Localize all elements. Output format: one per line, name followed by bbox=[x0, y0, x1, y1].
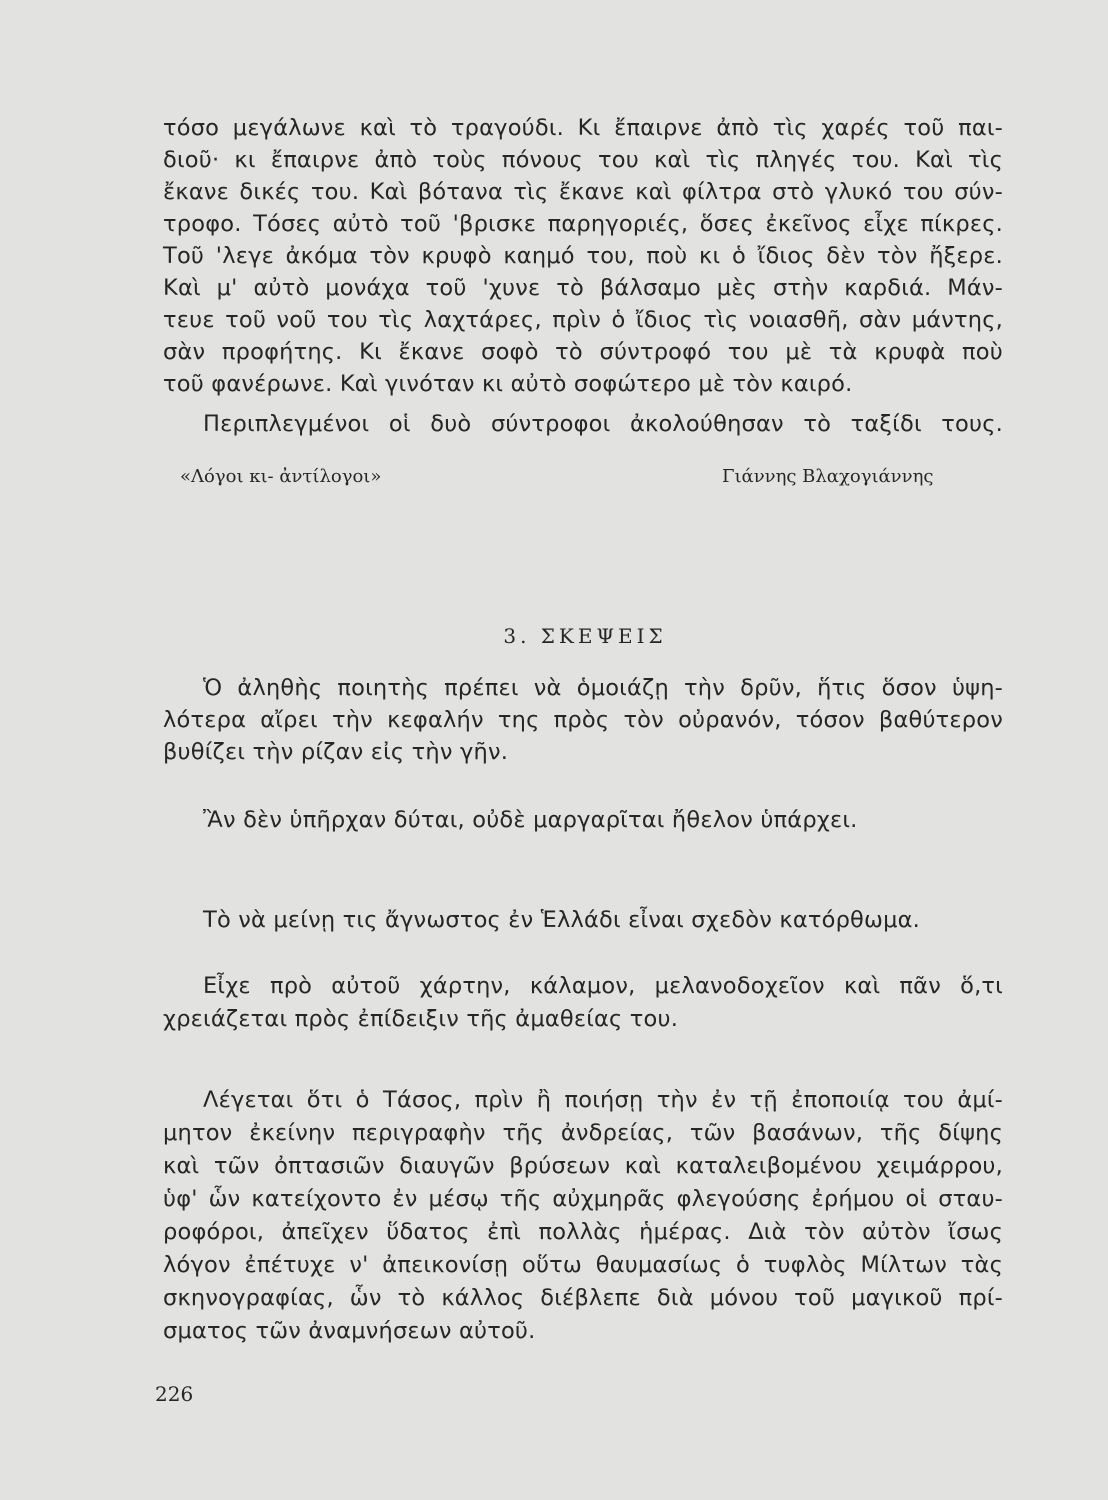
text-line: βυθίζει τὴν ρίζαν εἰς τὴν γῆν. bbox=[163, 739, 509, 765]
text-line: σκηνογραφίας, ὧν τὸ κάλλος διέβλεπε διὰ μόνου τοῦ μαγικοῦ πρί- bbox=[163, 1285, 1003, 1311]
closing-line: Περιπλεγμένοι οἱ δυὸ σύντροφοι ἀκολούθησαν τὸ ταξίδι τους. bbox=[203, 411, 1003, 437]
text-line: τροφο. Τόσες αὐτὸ τοῦ 'βρισκε παρηγοριές, ὅσες ἐκεῖνος εἶχε πίκρες. bbox=[163, 211, 1003, 237]
text-line: χρειάζεται πρὸς ἐπίδειξιν τῆς ἀμαθείας του. bbox=[163, 1006, 679, 1032]
text-line: ἔκανε δικές του. Καὶ βότανα τὶς ἔκανε καὶ φίλτρα στὸ γλυκό του σύν- bbox=[163, 179, 1003, 205]
text-line: τοῦ φανέρωνε. Καὶ γινόταν κι αὐτὸ σοφώτερο μὲ τὸν καιρό. bbox=[163, 371, 853, 397]
text-line: ροφόροι, ἀπεῖχεν ὕδατος ἐπὶ πολλὰς ἡμέρας. Διὰ τὸν αὐτὸν ἴσως bbox=[163, 1219, 1003, 1245]
text-line: λόγον ἐπέτυχε ν' ἀπεικονίσῃ οὕτω θαυμασίως ὁ τυφλὸς Μίλτων τὰς bbox=[163, 1252, 1003, 1278]
text-line: Ὁ ἀληθὴς ποιητὴς πρέπει νὰ ὁμοιάζῃ τὴν δρῦν, ἥτις ὅσον ὑψη- bbox=[203, 675, 1003, 701]
text-line: Εἶχε πρὸ αὐτοῦ χάρτην, κάλαμον, μελανοδοχεῖον καὶ πᾶν ὅ,τι bbox=[203, 973, 1003, 999]
text-line: ὑφ' ὧν κατείχοντο ἐν μέσῳ τῆς αὐχμηρᾶς φλεγούσης ἐρήμου οἱ σταυ- bbox=[163, 1186, 1003, 1212]
text-line: τόσο μεγάλωνε καὶ τὸ τραγούδι. Κι ἔπαιρνε ἀπὸ τὶς χαρές τοῦ παι- bbox=[163, 115, 1003, 141]
text-line: σὰν προφήτης. Κι ἔκανε σοφὸ τὸ σύντροφό του μὲ τὰ κρυφὰ ποὺ bbox=[163, 339, 1003, 365]
text-line: Ἂν δὲν ὑπῆρχαν δύται, οὐδὲ μαργαρῖται ἤθελον ὑπάρχει. bbox=[203, 807, 858, 833]
source-title: «Λόγοι κι- ἀντίλογοι» bbox=[180, 466, 382, 487]
text-line: Τοῦ 'λεγε ἀκόμα τὸν κρυφὸ καημό του, ποὺ κι ὁ ἴδιος δὲν τὸν ἤξερε. bbox=[163, 243, 1003, 269]
text-line: μητον ἐκείνην περιγραφὴν τῆς ἀνδρείας, τῶν βασάνων, τῆς δίψης bbox=[163, 1120, 1003, 1146]
section-heading: 3. ΣΚΕΨΕΙΣ bbox=[503, 624, 667, 648]
page-number: 226 bbox=[155, 1382, 194, 1406]
text-line: Λέγεται ὅτι ὁ Τάσος, πρὶν ἢ ποιήσῃ τὴν ἐν τῇ ἐποποιίᾳ του ἀμί- bbox=[203, 1087, 1003, 1113]
author-name: Γιάννης Βλαχογιάννης bbox=[722, 466, 934, 487]
text-line: τευε τοῦ νοῦ του τὶς λαχτάρες, πρὶν ὁ ἴδιος τὶς νοιασθῆ, σὰν μάντης, bbox=[163, 307, 1003, 333]
text-line: σματος τῶν ἀναμνήσεων αὐτοῦ. bbox=[163, 1318, 536, 1344]
text-line: καὶ τῶν ὀπτασιῶν διαυγῶν βρύσεων καὶ καταλειβομένου χειμάρρου, bbox=[163, 1153, 1003, 1179]
text-line: Τὸ νὰ μείνῃ τις ἄγνωστος ἐν Ἑλλάδι εἶναι σχεδὸν κατόρθωμα. bbox=[203, 907, 920, 933]
text-line: λότερα αἴρει τὴν κεφαλήν της πρὸς τὸν οὐρανόν, τόσον βαθύτερον bbox=[163, 707, 1003, 733]
text-line: Καὶ μ' αὐτὸ μονάχα τοῦ 'χυνε τὸ βάλσαμο μὲς στὴν καρδιά. Μάν- bbox=[163, 275, 1003, 301]
text-line: διοῦ· κι ἔπαιρνε ἀπὸ τοὺς πόνους του καὶ τὶς πληγές του. Καὶ τὶς bbox=[163, 147, 1003, 173]
